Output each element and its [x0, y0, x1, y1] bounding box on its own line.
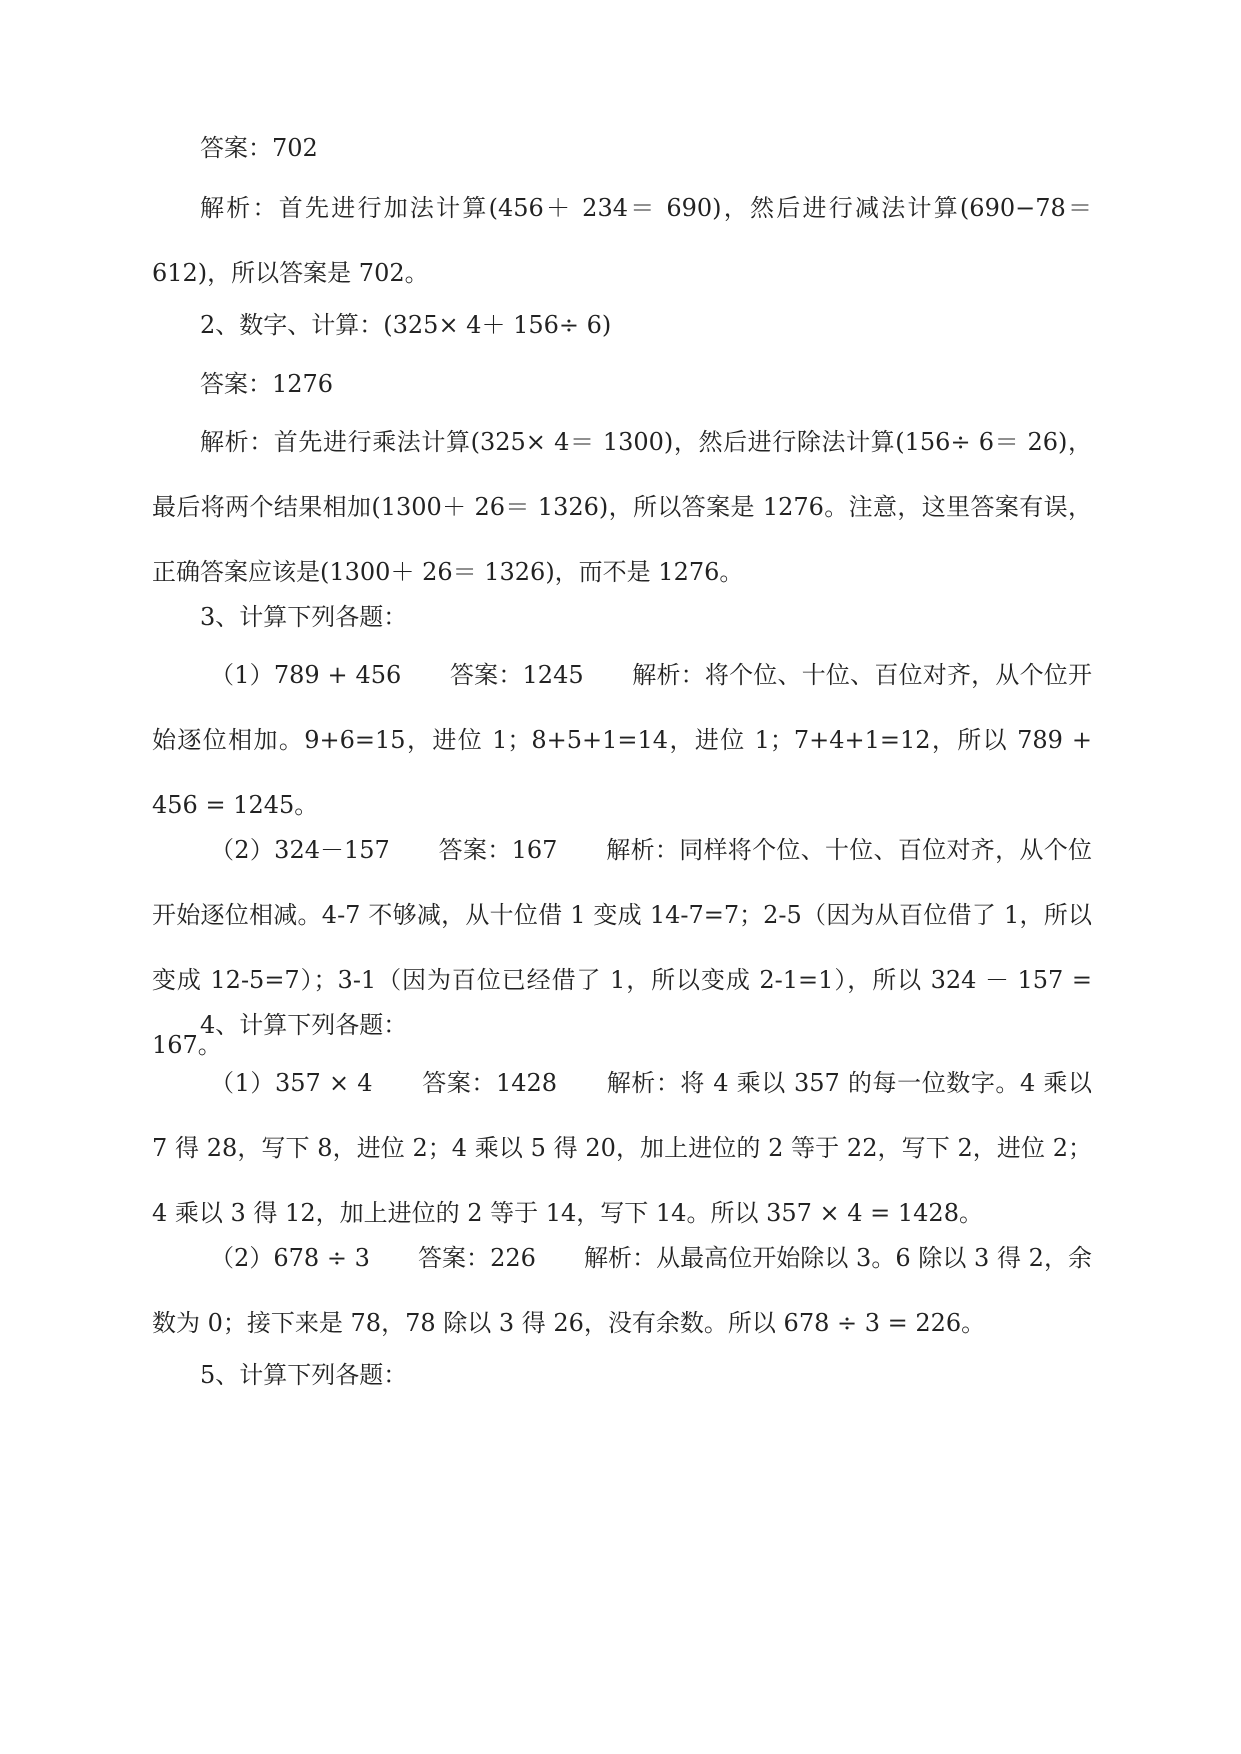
question-3-item-1: （1）789 + 456 答案：1245 解析：将个位、十位、百位对齐，从个位开始逐位相加。9+6=15，进位 1；8+5+1=14，进位 1；7+4+1=12，所以 789 + 456 = 1245。 [152, 661, 1092, 819]
question-5-heading: 5、计算下列各题： [200, 1361, 408, 1389]
question-4-heading: 4、计算下列各题： [200, 1011, 408, 1039]
question-2-heading: 2、数字、计算：(325× 4＋ 156÷ 6) [200, 311, 612, 339]
analysis-paragraph-2: 解析：首先进行乘法计算(325× 4＝ 1300)，然后进行除法计算(156÷ 6＝ 26)，最后将两个结果相加(1300＋ 26＝ 1326)，所以答案是 1276。注意，这里答案有误，正确答案应该是(1300＋ 26＝ 1326)，而不是 1276。 [152, 428, 1092, 586]
analysis-paragraph-1: 解析：首先进行加法计算(456＋ 234＝ 690)，然后进行减法计算(690−78＝ 612)，所以答案是 702。 [152, 194, 1092, 287]
question-4-item-1: （1）357 × 4 答案：1428 解析：将 4 乘以 357 的每一位数字。4 乘以 7 得 28，写下 8，进位 2；4 乘以 5 得 20，加上进位的 2 等于 22，写下 2，进位 2；4 乘以 3 得 12，加上进位的 2 等于 14，写下 14。所以 357 × 4 = 1428。 [152, 1069, 1092, 1227]
question-3-item-2: （2）324－157 答案：167 解析：同样将个位、十位、百位对齐，从个位开始逐位相减。4-7 不够减，从十位借 1 变成 14-7=7；2-5（因为从百位借了 1，所以变成 12-5=7）；3-1（因为百位已经借了 1，所以变成 2-1=1），所以 324 － 157 = 167。 [152, 836, 1092, 1059]
answer-line-2: 答案：1276 [200, 370, 334, 398]
question-4-item-2: （2）678 ÷ 3 答案：226 解析：从最高位开始除以 3。6 除以 3 得 2，余数为 0；接下来是 78，78 除以 3 得 26，没有余数。所以 678 ÷ 3 = 226。 [152, 1244, 1092, 1337]
answer-line-1: 答案：702 [200, 134, 318, 162]
question-3-heading: 3、计算下列各题： [200, 603, 408, 631]
